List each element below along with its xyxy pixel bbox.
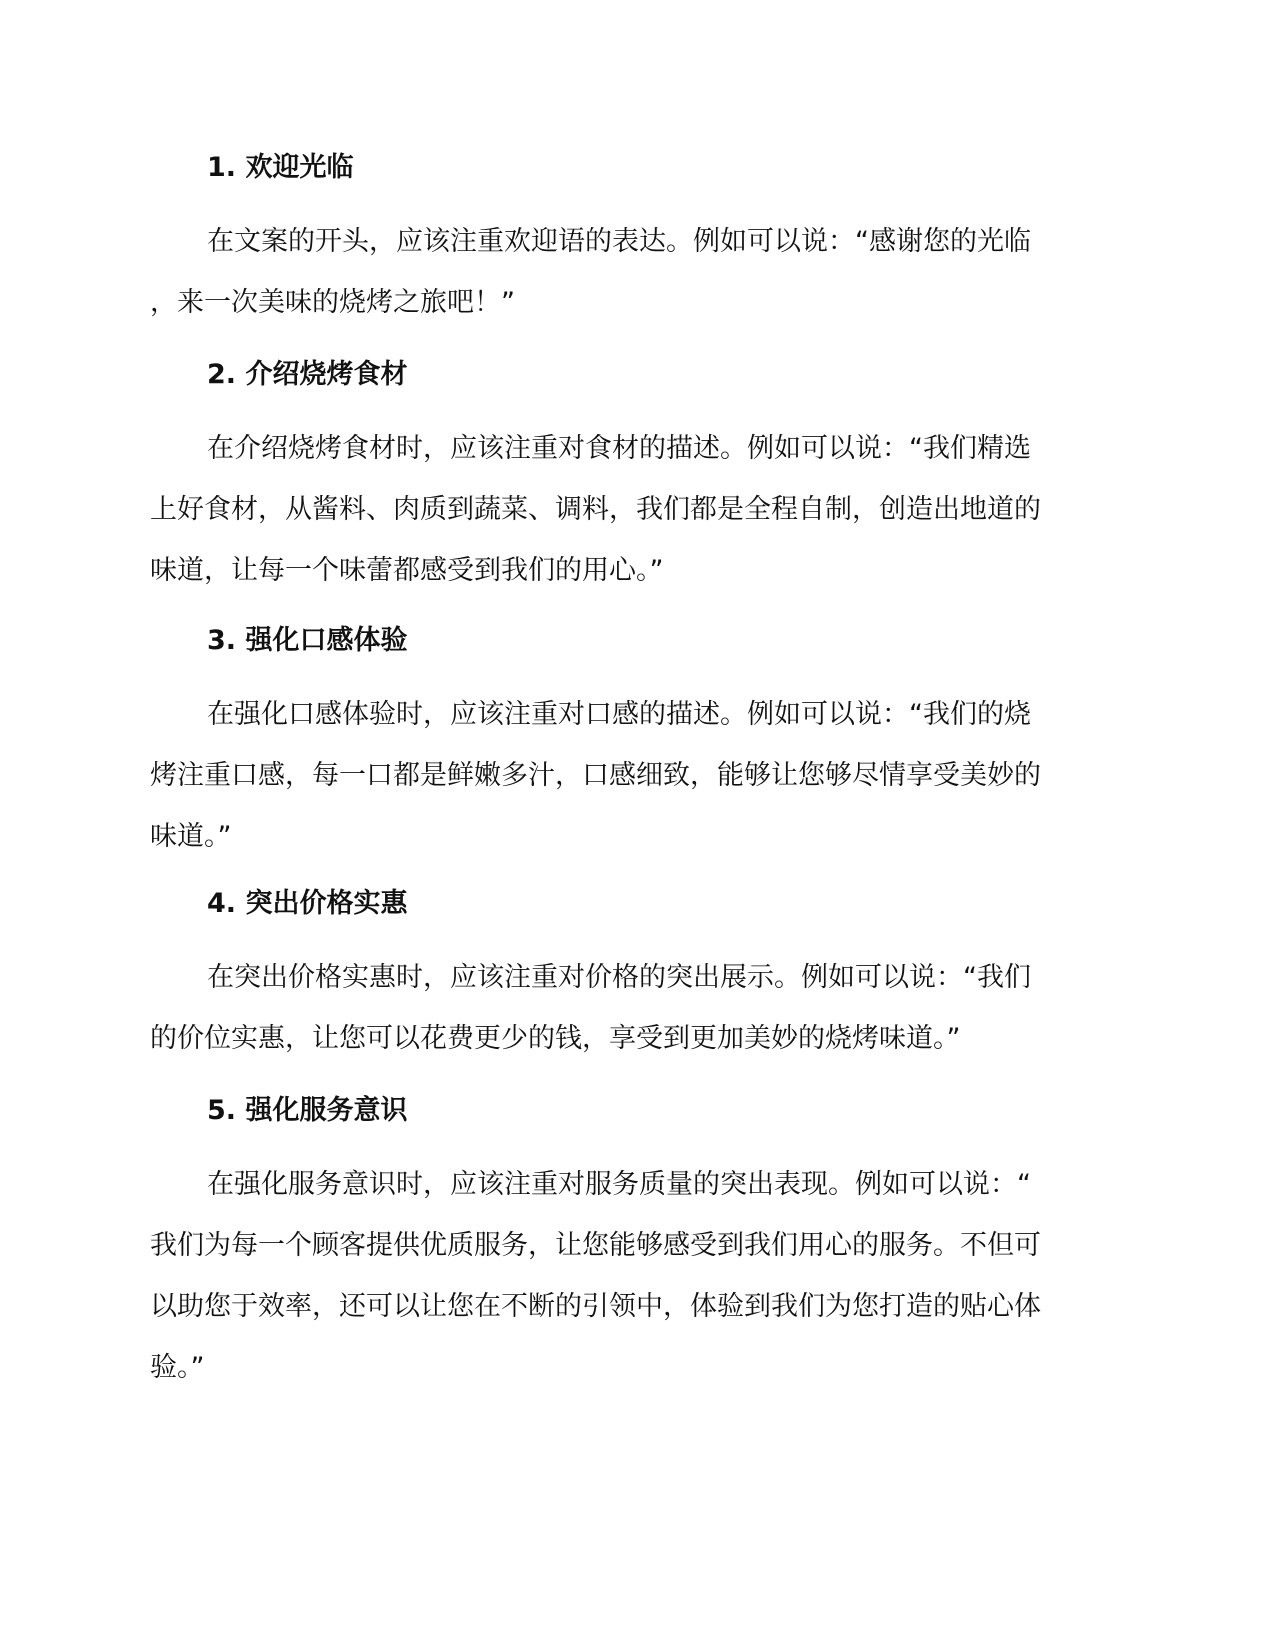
section-5-heading: 5. 强化服务意识 [207, 1095, 408, 1126]
section-4-paragraph [150, 947, 1116, 1069]
paragraph-line: 的价位实惠，让您可以花费更少的钱，享受到更加美妙的烧烤味道。” [150, 1023, 961, 1054]
paragraph-line: 在介绍烧烤食材时，应该注重对食材的描述。例如可以说：“我们精选 [207, 433, 1031, 464]
paragraph-line: 上好食材，从酱料、肉质到蔬菜、调料，我们都是全程自制，创造出地道的 [150, 494, 1041, 525]
section-5-paragraph [150, 1154, 1116, 1398]
paragraph-line: 在文案的开头，应该注重欢迎语的表达。例如可以说：“感谢您的光临 [207, 226, 1031, 257]
section-3-heading: 3. 强化口感体验 [207, 625, 408, 656]
paragraph-line: 在强化服务意识时，应该注重对服务质量的突出表现。例如可以说：“ [207, 1169, 1031, 1200]
section-3-paragraph [150, 684, 1116, 867]
paragraph-line: 以助您于效率，还可以让您在不断的引领中，体验到我们为您打造的贴心体 [150, 1291, 1041, 1322]
section-4-heading: 4. 突出价格实惠 [207, 888, 408, 919]
paragraph-line: 味道。” [150, 821, 232, 852]
paragraph-line: 烤注重口感，每一口都是鲜嫩多汁，口感细致，能够让您够尽情享受美妙的 [150, 760, 1041, 791]
paragraph-line: 在强化口感体验时，应该注重对口感的描述。例如可以说：“我们的烧 [207, 699, 1031, 730]
paragraph-line: 味道，让每一个味蕾都感受到我们的用心。” [150, 555, 664, 586]
section-2-paragraph [150, 418, 1116, 601]
paragraph-line: 验。” [150, 1352, 205, 1383]
section-1-paragraph [150, 211, 1116, 333]
section-1-heading: 1. 欢迎光临 [207, 152, 354, 183]
section-2-heading: 2. 介绍烧烤食材 [207, 359, 408, 390]
paragraph-line: 我们为每一个顾客提供优质服务，让您能够感受到我们用心的服务。不但可 [150, 1230, 1041, 1261]
paragraph-line: 在突出价格实惠时，应该注重对价格的突出展示。例如可以说：“我们 [207, 962, 1031, 993]
paragraph-line: ，来一次美味的烧烤之旅吧！” [150, 287, 515, 318]
